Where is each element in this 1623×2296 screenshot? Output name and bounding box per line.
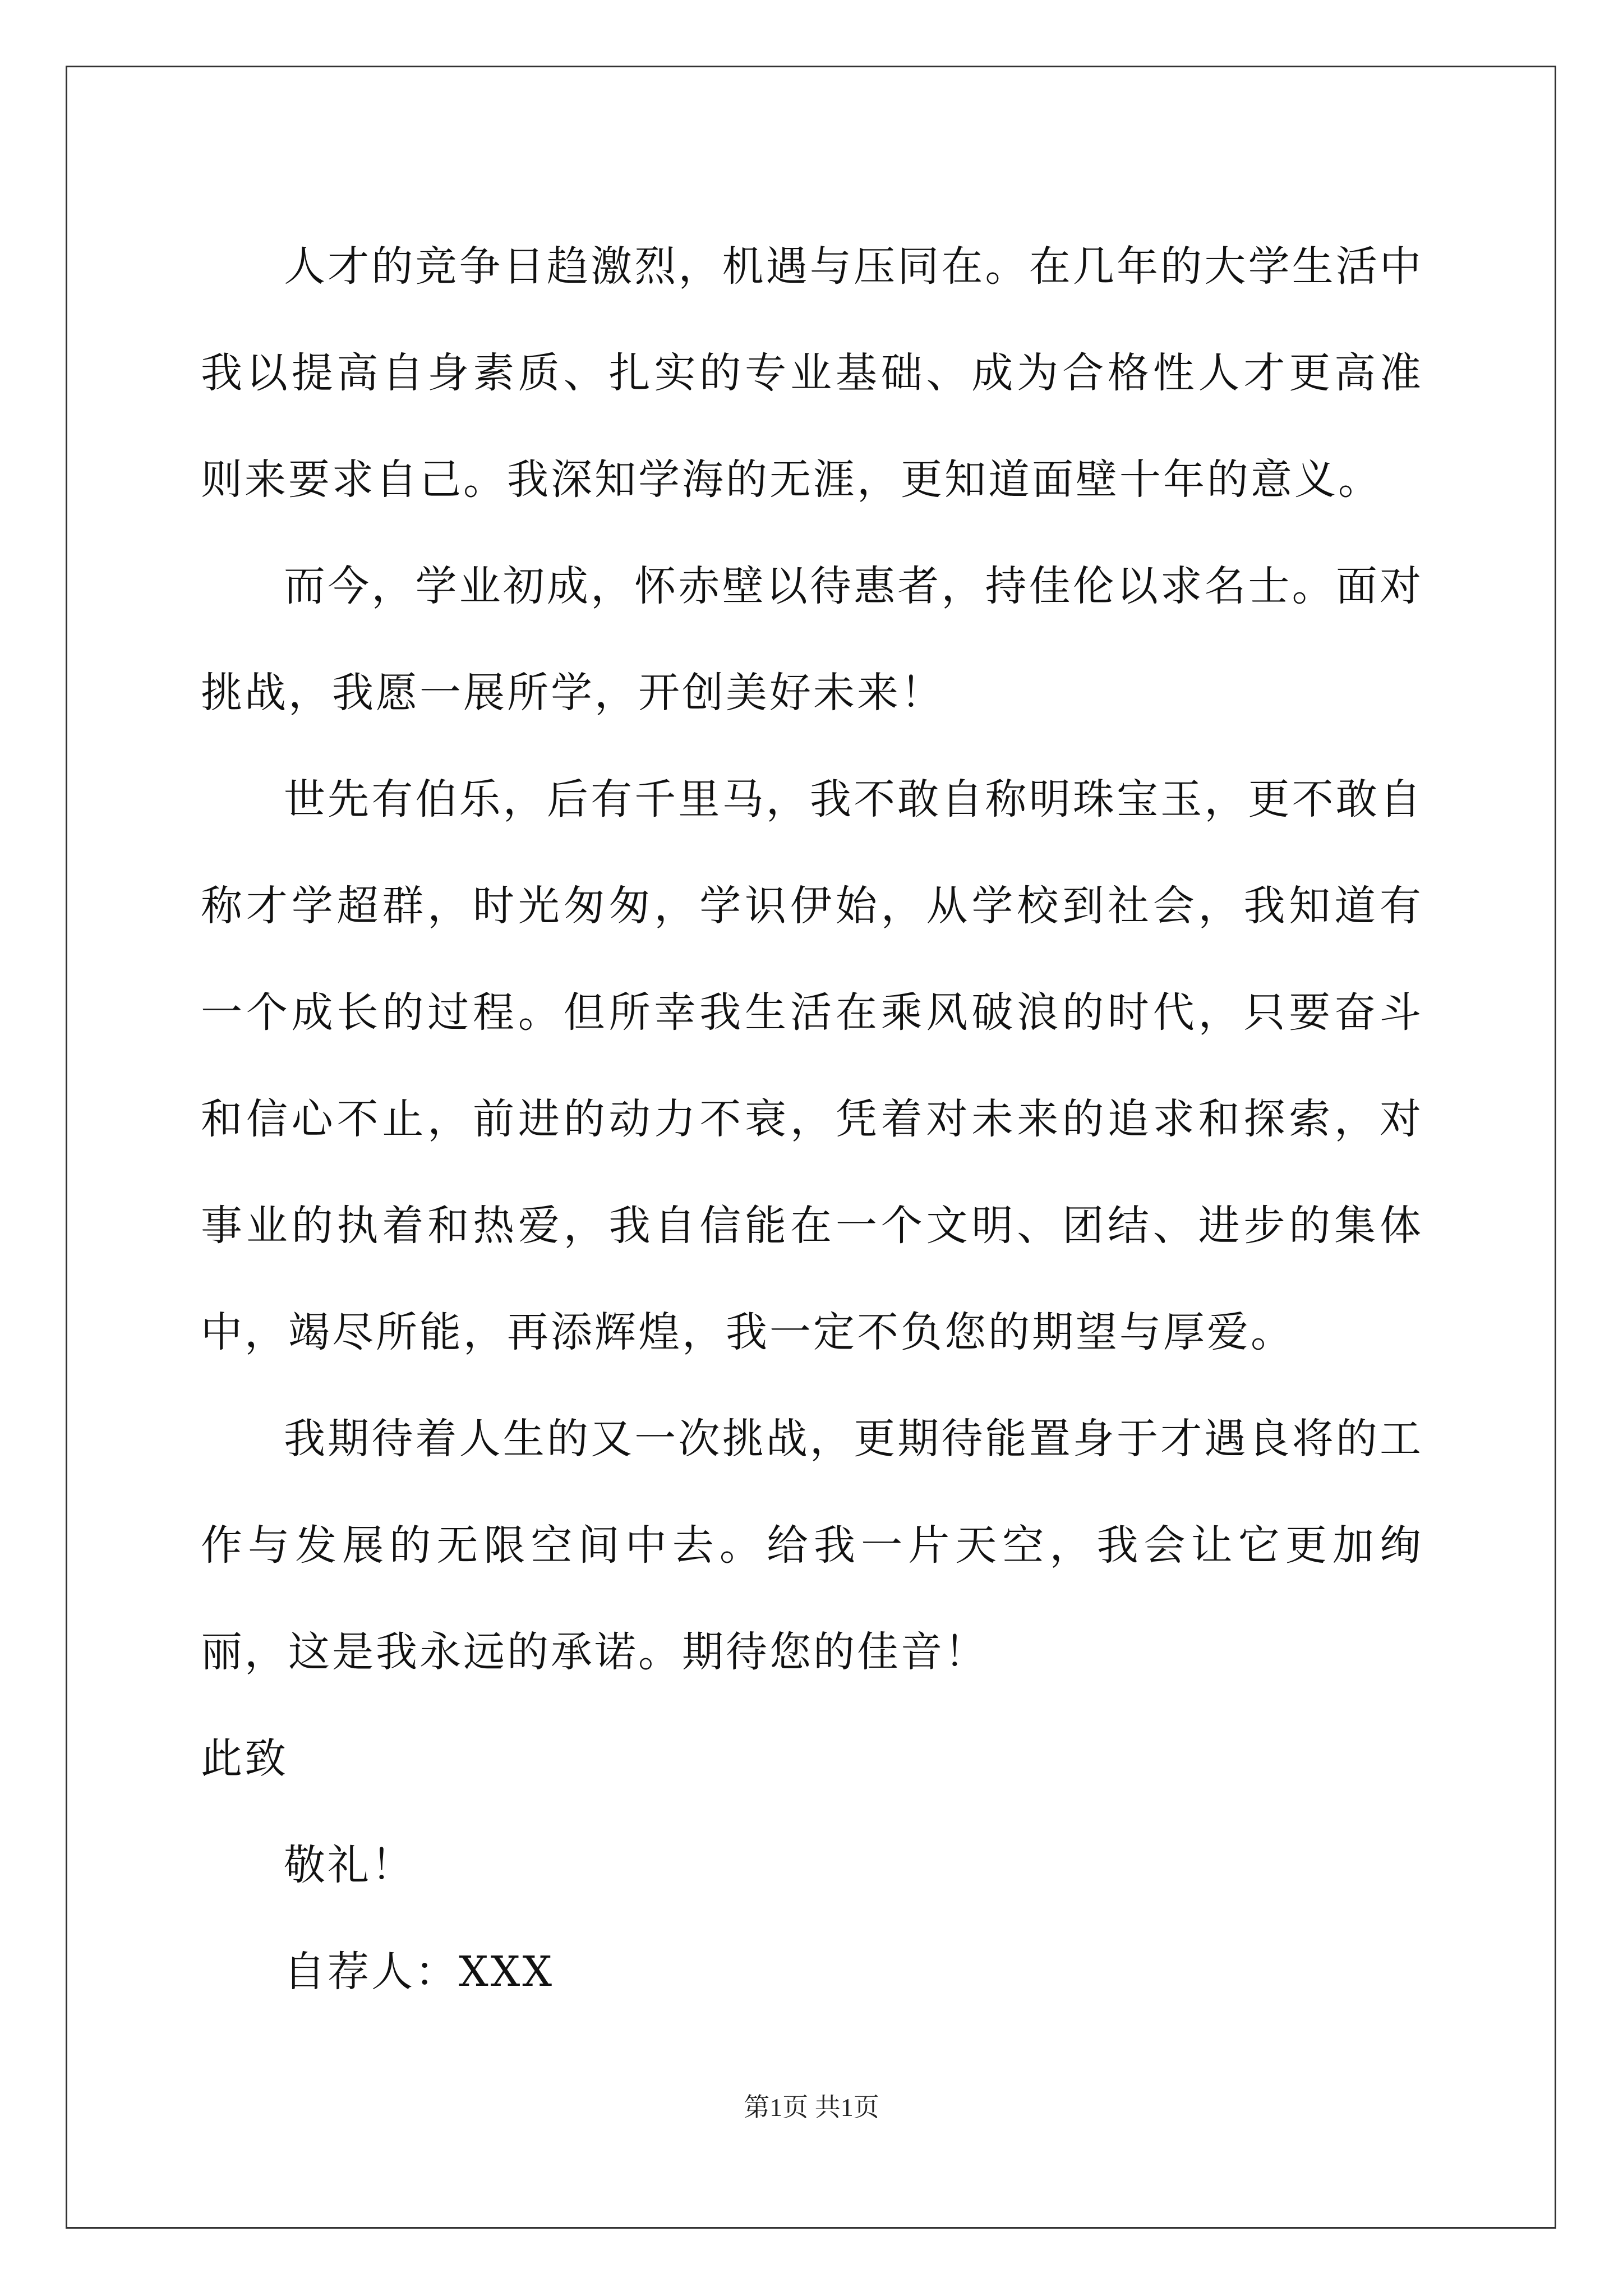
signature: 自荐人：XXX [284,1948,555,1996]
paragraph-1: 人才的竞争日趋激烈，机遇与压同在。在几年的大学生活中我以提高自身素质、扎实的专业基础、成为合格性人才更高准则来要求自己。我深知学海的无涯，更知道面壁十年的意义。 [201,242,1423,504]
page-footer [0,2087,1623,2124]
salutation: 敬礼！ [284,1841,415,1889]
letter-body [201,213,1423,2025]
paragraph-4: 我期待着人生的又一次挑战，更期待能置身于才遇良将的工作与发展的无限空间中去。给我一片天空，我会让它更加绚丽，这是我永远的承诺。期待您的佳音！ [201,1415,1423,1676]
page-number: 第1页 共1页 [744,2093,879,2122]
paragraph-2: 而今，学业初成，怀赤壁以待惠者，持佳伦以求名士。面对挑战，我愿一展所学，开创美好未来！ [201,562,1423,717]
paragraph-3: 世先有伯乐，后有千里马，我不敢自称明珠宝玉，更不敢自称才学超群，时光匆匆，学识伊始，从学校到社会，我知道有一个成长的过程。但所幸我生活在乘风破浪的时代，只要奋斗和信心不止，前进的动力不衰，凭着对未来的追求和探索，对事业的执着和热爱，我自信能在一个文明、团结、进步的集体中，竭尽所能，再添辉煌，我一定不负您的期望与厚爱。 [201,775,1423,1356]
closing: 此致 [201,1734,288,1783]
